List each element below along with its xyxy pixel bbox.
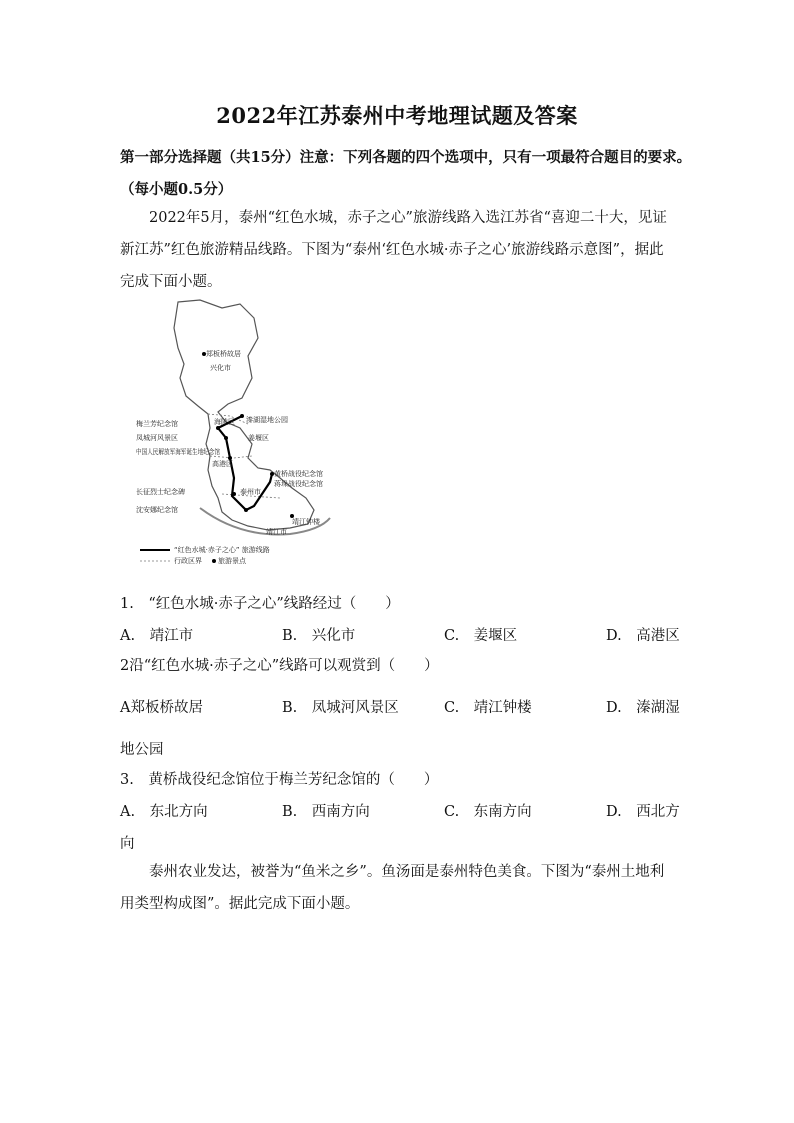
map-label-hailing: 海陵区 [214,418,235,426]
scenic-point [240,414,244,418]
page-title: 2022年江苏泰州中考地理试题及答案 [216,103,578,128]
legend-point: 旅游景点 [218,557,246,565]
map-label-jiangyan: 姜堰区 [248,434,269,442]
question-2-stem: 2沿“红色水城·赤子之心”线路可以观赏到（ ） [120,658,439,674]
map-label-meilanfang: 梅兰芳纪念馆 [136,420,178,428]
q2-option-b[interactable]: B. 凤城河风景区 [282,700,399,716]
route-map-svg [130,298,370,566]
scenic-point [232,492,236,496]
route-map-figure [130,298,370,566]
intro-paragraph-1: 2022年5月，泰州“红色水城，赤子之心”旅游线路入选江苏省“喜迎二十大，见证新江苏”红色旅游精品线路。下图为“泰州‘红色水城·赤子之心’旅游线路示意图”，据此完成下面小题。 [120,210,667,290]
intro-paragraph-2: 泰州农业发达，被誉为“鱼米之乡”。鱼汤面是泰州特色美食。下图为“泰州土地利用类型构成图”。据此完成下面小题。 [120,864,665,912]
map-label-shenanna: 沈安娜纪念馆 [136,506,178,514]
legend-boundary: 行政区界 [174,557,202,565]
q3-option-b[interactable]: B. 西南方向 [282,804,370,820]
map-label-huangqiao: 黄桥战役纪念馆 [274,470,323,478]
scenic-point [216,426,220,430]
map-label-xinghua: 兴化市 [210,364,231,372]
question-1-stem: 1. “红色水城·赤子之心”线路经过（ ） [120,596,400,612]
question-3-stem: 3. 黄桥战役纪念馆位于梅兰芳纪念馆的（ ） [120,772,439,788]
q1-option-d[interactable]: D. 高港区 [606,628,680,644]
legend-route: “红色水城·赤子之心” 旅游线路 [174,546,270,554]
q2-option-c[interactable]: C. 靖江钟楼 [444,700,532,716]
question-1-options [120,624,680,648]
section-note: （每小题0.5分） [120,181,233,198]
map-label-jingjiang: 靖江市 [266,528,287,536]
map-label-fengchenghe: 凤城河风景区 [136,434,178,442]
map-label-gaogang: 高港区 [212,460,233,468]
map-label-zhengbanqiao: 郑板桥故居 [206,350,241,358]
map-label-jingjiang-clock: 靖江钟楼 [292,518,320,526]
q1-option-b[interactable]: B. 兴化市 [282,628,356,644]
q1-option-c[interactable]: C. 姜堰区 [444,628,518,644]
map-label-jiangduo: 蒋垛战役纪念馆 [274,480,323,488]
scenic-point [244,508,248,512]
map-label-navy-memorial: 中国人民解放军海军诞生地纪念馆 [136,448,241,456]
question-2-options [120,696,680,720]
q2-option-a[interactable]: A郑板桥故居 [120,700,203,716]
q3-option-a[interactable]: A. 东北方向 [120,804,208,820]
question-3-options [120,800,680,824]
q1-option-a[interactable]: A. 靖江市 [120,628,194,644]
section-heading: 第一部分选择题（共15分）注意：下列各题的四个选项中，只有一项最符合题目的要求。 [120,149,692,166]
map-label-taizhou: 泰州市 [240,488,261,496]
map-label-martyrs: 长征烈士纪念碑 [136,488,185,496]
q2-option-d-wrap: 地公园 [120,742,164,758]
legend-point-swatch [212,559,216,563]
q3-option-d-wrap: 向 [120,836,135,852]
q3-option-d[interactable]: D. 西北方 [606,804,680,820]
q3-option-c[interactable]: C. 东南方向 [444,804,532,820]
scenic-point [224,436,228,440]
map-label-qinhu: 溱湖湿地公园 [246,416,288,424]
q2-option-d[interactable]: D. 溱湖湿 [606,700,680,716]
